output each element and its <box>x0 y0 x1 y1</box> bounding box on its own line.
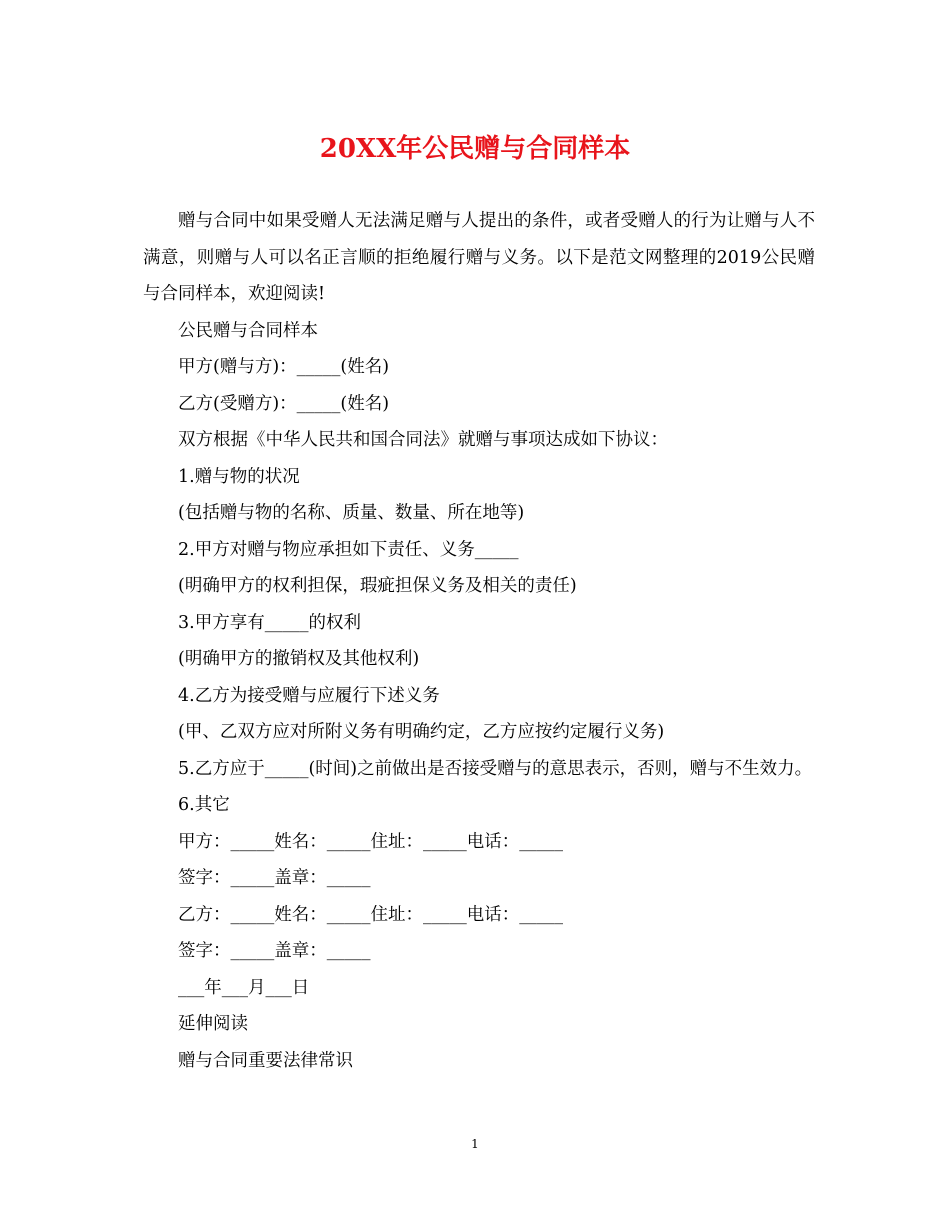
clause-4-note: (甲、乙双方应对所附义务有明确约定，乙方应按约定履行义务) <box>178 722 665 742</box>
clause-2-note: (明确甲方的权利担保，瑕疵担保义务及相关的责任) <box>178 576 577 596</box>
extended-reading-heading: 延伸阅读 <box>178 1014 248 1034</box>
party-a-signature: 签字：_____盖章：_____ <box>178 868 371 888</box>
document-body <box>143 203 815 1079</box>
intro-paragraph: 赠与合同中如果受赠人无法满足赠与人提出的条件，或者受赠人的行为让赠与人不满意，则赠与人可以名正言顺的拒绝履行赠与义务。以下是范文网整理的2019公民赠与合同样本，欢迎阅读! <box>143 211 815 304</box>
clause-5: 5.乙方应于_____(时间)之前做出是否接受赠与的意思表示，否则，赠与不生效力。 <box>178 758 813 779</box>
legal-knowledge-heading: 赠与合同重要法律常识 <box>178 1050 353 1071</box>
clause-1-note: (包括赠与物的名称、质量、数量、所在地等) <box>178 503 525 523</box>
party-a-line: 甲方(赠与方)：_____(姓名) <box>178 357 390 377</box>
date-line: ___年___月___日 <box>178 977 310 998</box>
section-heading: 公民赠与合同样本 <box>178 320 318 341</box>
clause-4: 4.乙方为接受赠与应履行下述义务 <box>178 685 440 706</box>
party-b-info: 乙方：_____姓名：_____住址：_____电话：_____ <box>178 904 563 925</box>
party-a-info: 甲方：_____姓名：_____住址：_____电话：_____ <box>178 831 563 852</box>
clause-3-note: (明确甲方的撤销权及其他权利) <box>178 649 420 669</box>
document-title: 20XX年公民赠与合同样本 <box>319 134 631 164</box>
clause-3: 3.甲方享有_____的权利 <box>178 612 361 633</box>
clause-1: 1.赠与物的状况 <box>178 466 300 487</box>
clause-2: 2.甲方对赠与物应承担如下责任、义务_____ <box>178 539 519 560</box>
page-number: 1 <box>471 1137 479 1151</box>
party-b-line: 乙方(受赠方)：_____(姓名) <box>178 393 390 414</box>
clause-6: 6.其它 <box>178 795 230 815</box>
agreement-basis: 双方根据《中华人民共和国合同法》就赠与事项达成如下协议： <box>178 430 668 450</box>
party-b-signature: 签字：_____盖章：_____ <box>178 941 371 961</box>
